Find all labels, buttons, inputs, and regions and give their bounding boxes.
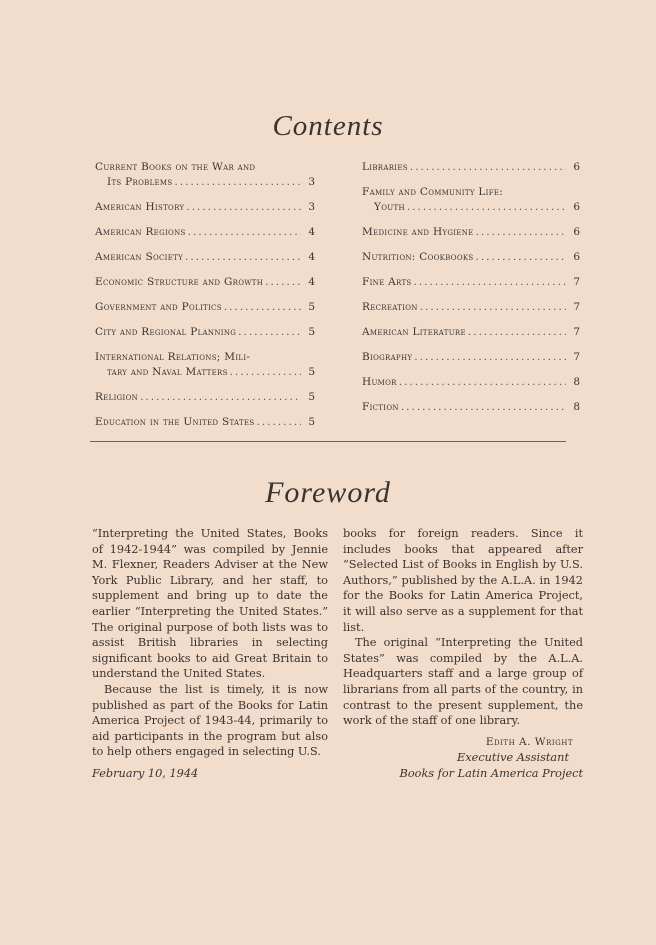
dot-leader	[410, 160, 566, 175]
signature-project: Books for Latin America Project	[399, 766, 583, 780]
toc-entry	[95, 390, 315, 405]
toc-entry-label: American Regions	[95, 226, 186, 238]
dot-leader	[265, 275, 301, 290]
dot-leader	[401, 400, 566, 415]
foreword-date: February 10, 1944	[92, 766, 199, 780]
toc-entry-page: 5	[308, 301, 315, 313]
toc-entry	[362, 400, 580, 415]
dot-leader	[399, 375, 566, 390]
toc-entry	[362, 250, 580, 265]
dot-leader	[475, 250, 566, 265]
toc-entry-label-continuation: Its Problems	[107, 176, 173, 188]
foreword-paragraph-1: “Interpreting the United States, Books of 1942-1944” was compiled by Jennie M. Flexner, Readers Adviser at the New York Public Library, and her staff, to supplement and bring up to date the earlier “Interpreting the United States.” The original purpose of both lists was to assist British libraries in selecting significant books to aid Great Britain to understand the United States.	[92, 527, 328, 681]
toc-entry	[362, 225, 580, 240]
toc-entry-page: 4	[308, 276, 315, 288]
dot-leader	[230, 365, 301, 380]
toc-entry-page: 5	[308, 391, 315, 403]
dot-leader	[414, 350, 566, 365]
toc-entry-label: Fiction	[362, 401, 399, 413]
dot-leader	[476, 225, 566, 240]
toc-entry-page: 6	[573, 251, 580, 263]
toc-entry-page: 5	[308, 366, 315, 378]
toc-entry-page: 8	[573, 401, 580, 413]
dot-leader	[175, 175, 302, 190]
toc-entry-label: American Society	[95, 251, 184, 263]
toc-entry	[95, 225, 315, 240]
contents-title: Contents	[272, 110, 384, 142]
toc-entry-label: Economic Structure and Growth	[95, 276, 264, 288]
toc-entry-page: 5	[308, 326, 315, 338]
toc-entry-page: 4	[308, 226, 315, 238]
toc-entry-label: Religion	[95, 391, 139, 403]
toc-entry-page: 4	[308, 251, 315, 263]
foreword-right-column	[343, 526, 583, 782]
toc-entry	[95, 160, 315, 190]
toc-entry	[362, 325, 580, 340]
toc-entry-page: 3	[308, 176, 315, 188]
foreword-title: Foreword	[265, 476, 391, 509]
toc-entry	[362, 350, 580, 365]
toc-entry-label: Education in the United States	[95, 416, 255, 428]
dot-leader	[238, 325, 301, 340]
toc-entry-label: Family and Community Life:	[362, 186, 504, 198]
toc-entry	[95, 300, 315, 315]
toc-entry-label: Current Books on the War and	[95, 161, 256, 173]
dot-leader	[224, 300, 301, 315]
toc-entry-page: 8	[573, 376, 580, 388]
toc-entry-label: American History	[95, 201, 185, 213]
toc-entry	[95, 350, 315, 380]
dot-leader	[186, 200, 301, 215]
toc-entry-page: 7	[573, 351, 580, 363]
toc-entry-page: 6	[573, 161, 580, 173]
foreword-paragraph-4: The original “Interpreting the United States” was compiled by the A.L.A. Headquarters staff and a large group of librarians from all parts of the country, in contrast to the present supplement, the work of the staff of one library.	[343, 636, 583, 728]
dot-leader	[256, 415, 301, 430]
toc-entry-label: City and Regional Planning	[95, 326, 237, 338]
signature	[343, 735, 583, 782]
toc-entry	[362, 275, 580, 290]
dot-leader	[420, 300, 566, 315]
toc-entry	[362, 300, 580, 315]
dot-leader	[468, 325, 566, 340]
toc-entry-label: Government and Politics	[95, 301, 222, 313]
toc-entry-page: 6	[573, 201, 580, 213]
toc-right-column	[362, 160, 580, 425]
toc-entry	[362, 185, 580, 215]
toc-entry-label: Medicine and Hygiene	[362, 226, 474, 238]
toc-entry-label-continuation: Youth	[374, 201, 405, 213]
toc-entry-label: Recreation	[362, 301, 418, 313]
dot-leader	[407, 200, 566, 215]
foreword-paragraph-2: Because the list is timely, it is now published as part of the Books for Latin America Project of 1943-44, primarily to aid participants in the program but also to help others engaged in selecting U.S.	[92, 682, 328, 759]
section-divider	[90, 441, 566, 442]
toc-entry-page: 5	[308, 416, 315, 428]
signature-title: Executive Assistant	[457, 751, 569, 765]
toc-entry-label: Biography	[362, 351, 413, 363]
toc-entry-label: International Relations; Mili-	[95, 351, 251, 363]
foreword-left-column	[92, 526, 328, 782]
toc-left-column	[95, 160, 315, 440]
toc-entry-label: American Literature	[362, 326, 466, 338]
toc-entry-page: 7	[573, 301, 580, 313]
toc-entry	[95, 275, 315, 290]
toc-entry-label: Humor	[362, 376, 397, 388]
toc-entry	[362, 375, 580, 390]
toc-entry-page: 6	[573, 226, 580, 238]
toc-entry-page: 7	[573, 276, 580, 288]
toc-entry	[95, 415, 315, 430]
dot-leader	[140, 390, 301, 405]
foreword-paragraph-3: books for foreign readers. Since it includes books that appeared after “Selected List of Books in English by U.S. Authors,” published by the A.L.A. in 1942 for the Books for Latin America Project, it will also serve as a supplement for that list.	[343, 527, 583, 634]
dot-leader	[185, 250, 301, 265]
signature-name: Edith A. Wright	[485, 735, 573, 748]
toc-entry-label: Nutrition: Cookbooks	[362, 251, 474, 263]
toc-entry-page: 3	[308, 201, 315, 213]
toc-entry	[95, 325, 315, 340]
toc-entry	[362, 160, 580, 175]
toc-entry	[95, 200, 315, 215]
toc-entry-label: Libraries	[362, 161, 408, 173]
toc-entry-page: 7	[573, 326, 580, 338]
toc-entry-label: Fine Arts	[362, 276, 412, 288]
dot-leader	[414, 275, 566, 290]
toc-entry	[95, 250, 315, 265]
toc-entry-label-continuation: tary and Naval Matters	[107, 366, 228, 378]
dot-leader	[188, 225, 301, 240]
